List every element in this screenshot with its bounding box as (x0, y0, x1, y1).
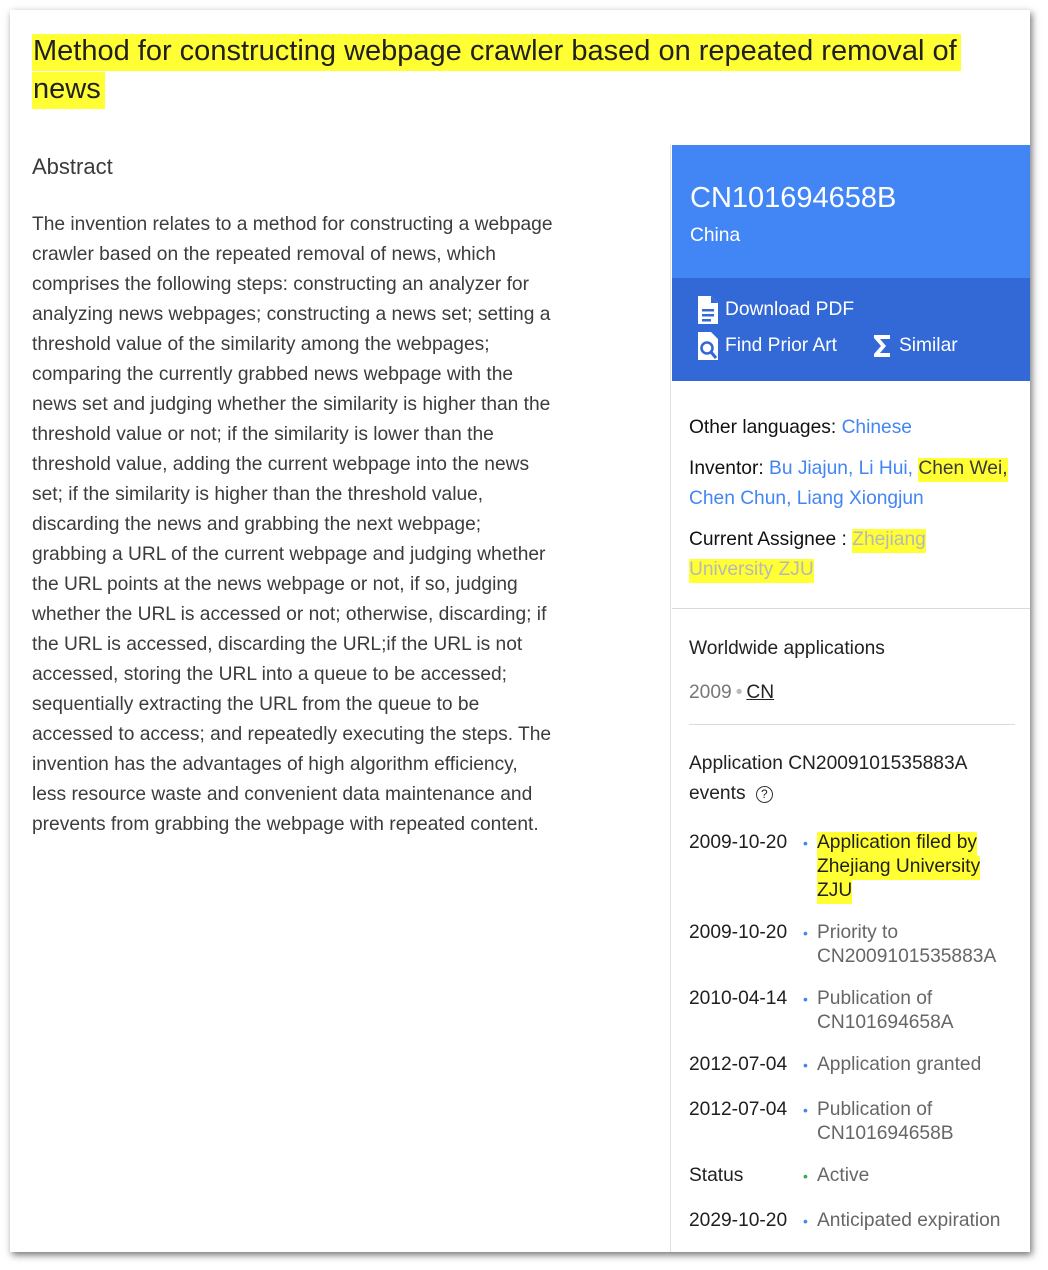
event-bullet: • (803, 991, 808, 1007)
find-prior-art-button[interactable] (696, 331, 837, 361)
download-pdf-label: Download PDF (725, 299, 855, 320)
event-date: 2029-10-20 (689, 1210, 788, 1231)
event-text-line: CN101694658B (817, 1123, 954, 1144)
assignee-link[interactable]: University ZJU (689, 559, 814, 583)
find-prior-art-label: Find Prior Art (725, 335, 837, 356)
event-date: 2012-07-04 (689, 1099, 788, 1120)
inventor-label: Inventor: (689, 458, 764, 479)
inventors (689, 454, 1014, 514)
event-text-line: ZJU (817, 880, 852, 904)
divider (672, 608, 1030, 609)
event-bullet: • (803, 925, 808, 941)
patent-country: China (690, 225, 741, 246)
events-heading-line1: Application CN2009101535883A (689, 753, 968, 774)
event-text (817, 921, 1017, 969)
abstract-heading: Abstract (32, 154, 113, 179)
pdf-document-icon (696, 295, 720, 325)
event-text (817, 1098, 1017, 1146)
inventor-link[interactable]: Li Hui, (858, 458, 919, 479)
patent-number: CN101694658B (690, 182, 897, 214)
event-bullet: • (803, 1102, 808, 1118)
worldwide-application-row (689, 678, 774, 708)
inventor-link[interactable]: Bu Jiajun, (769, 458, 859, 479)
patent-header-card (672, 145, 1030, 278)
assignee-link[interactable]: Zhejiang (852, 529, 926, 553)
event-text-line: Anticipated expiration (817, 1210, 1001, 1231)
worldwide-applications-heading: Worldwide applications (689, 638, 885, 659)
status-value (817, 1164, 1017, 1188)
event-text-line: Publication of (817, 988, 933, 1009)
inventor-link[interactable]: Chen Wei, (918, 458, 1007, 482)
event-text-line: Application filed by (817, 832, 977, 856)
separator-dot: • (735, 682, 743, 703)
help-icon[interactable]: ? (756, 786, 773, 803)
patent-actions (672, 278, 1030, 381)
event-bullet: • (803, 1213, 808, 1229)
event-text-line: Zhejiang University (817, 856, 980, 880)
title-highlight: Method for constructing webpage crawler based on repeated removal of news (32, 34, 961, 109)
event-text-line: CN101694658A (817, 1012, 954, 1033)
event-text (817, 1053, 1017, 1077)
sigma-icon (870, 331, 894, 361)
divider (689, 724, 1015, 725)
assignee-separator: : (841, 529, 847, 550)
similar-button[interactable] (870, 331, 958, 361)
inventor-link[interactable]: Liang Xiongjun (796, 488, 924, 509)
event-date: 2010-04-14 (689, 988, 788, 1009)
application-year: 2009 (689, 682, 732, 703)
abstract-text: The invention relates to a method for constructing a webpage crawler based on the repeated removal of news, which comprises the following steps: constructing an analyzer for analyzing news webpages; constructing a news set; setting a threshold value of the similarity among the webpages; comparing the currently grabbed news webpage with the news set and judging whether the similarity is higher than the threshold value or not; if the similarity is lower than the threshold value, adding the current webpage into the news set; if the similarity is higher than the threshold value, discarding the news and grabbing the next webpage; grabbing a URL of the current webpage and judging whether the URL points at the news webpage or not, if so, judging whether the URL is accessed or not; otherwise, discarding; if the URL is accessed, discarding the URL;if the URL is not accessed, storing the URL into a queue to be accessed; sequentially extracting the URL from the queue to be accessed to access; and repeatedly executing the steps. The invention has the advantages of high algorithm efficiency, less resource waste and convenient data maintenance and prevents from grabbing the webpage with repeated content. (32, 214, 553, 835)
current-assignee (689, 525, 1019, 585)
event-date: 2012-07-04 (689, 1054, 788, 1075)
event-text-line: Active (817, 1165, 870, 1186)
worldwide-country-link[interactable]: CN (746, 682, 775, 703)
inventor-link[interactable]: Chen Chun, (689, 488, 797, 509)
download-pdf-button[interactable] (696, 295, 854, 325)
event-text-line: Application granted (817, 1054, 982, 1075)
events-heading (689, 749, 967, 809)
page-title (32, 32, 1022, 108)
event-date: 2009-10-20 (689, 832, 788, 853)
event-text (817, 1209, 1030, 1233)
events-heading-line2: events (689, 783, 746, 804)
event-bullet: • (803, 1057, 808, 1073)
similar-label: Similar (899, 335, 958, 356)
assignee-label: Current Assignee (689, 529, 837, 550)
chinese-language-link[interactable]: Chinese (841, 417, 912, 438)
event-bullet: • (803, 835, 808, 851)
status-bullet: • (803, 1168, 808, 1184)
event-text-line: Priority to (817, 922, 899, 943)
event-date: 2009-10-20 (689, 922, 788, 943)
other-languages (689, 413, 912, 443)
other-languages-label: Other languages: (689, 417, 837, 438)
event-text (817, 987, 1017, 1035)
event-text (817, 831, 1017, 903)
patent-page (10, 10, 1030, 1252)
event-text-line: CN2009101535883A (817, 946, 997, 967)
event-text-line: Publication of (817, 1099, 933, 1120)
patent-sidebar (670, 145, 1030, 1252)
prior-art-search-icon (696, 331, 720, 361)
status-label: Status (689, 1165, 744, 1186)
